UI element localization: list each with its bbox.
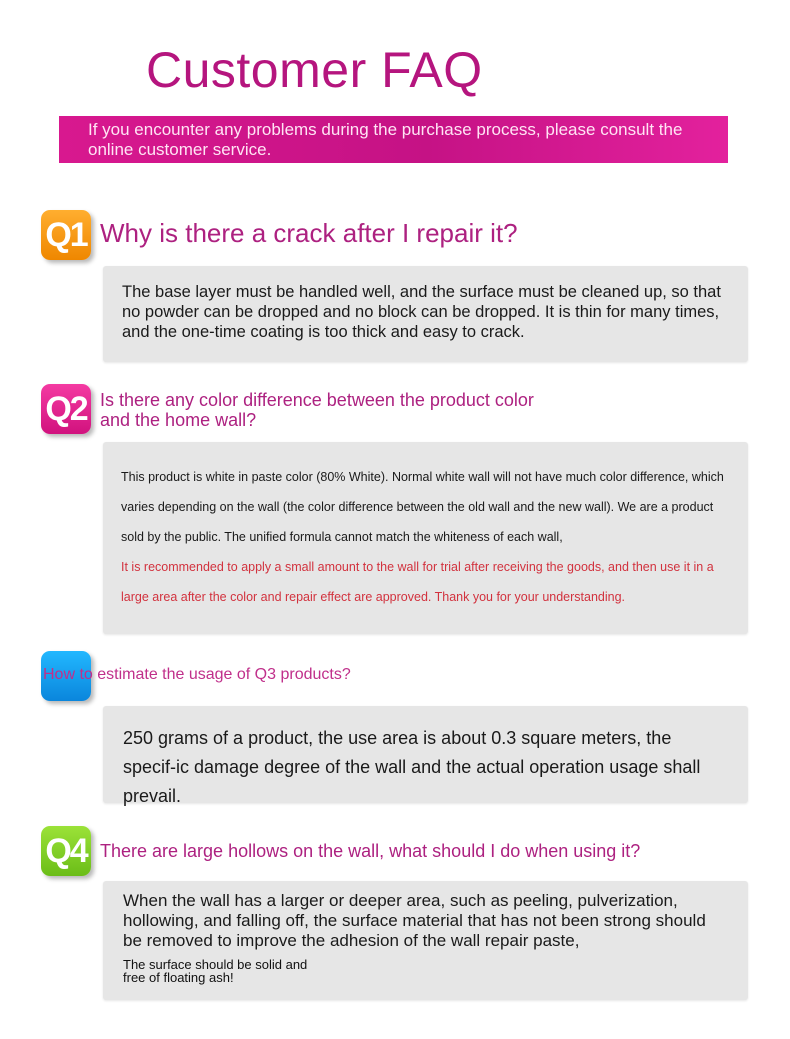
q1-badge-icon: Q1 [41, 210, 91, 260]
faq-answer-4-note-line-2: free of floating ash! [123, 970, 234, 985]
faq-answer-2-text: This product is white in paste color (80% White). Normal white wall will not have much color difference, which varies depending on the wall (the color difference between the old wall and the new wall). We are a product sold by the public. The unified formula cannot match the whiteness of each wall, [121, 470, 724, 544]
faq-question-4: There are large hollows on the wall, what should I do when using it? [100, 841, 641, 861]
faq-answer-2 [103, 442, 748, 634]
page-title: Customer FAQ [146, 42, 483, 98]
faq-answer-4-text: When the wall has a larger or deeper area, such as peeling, pulverization, hollowing, and falling off, the surface material that has not been strong should be removed to improve the adhesion of the wall repair paste, [123, 891, 706, 950]
q4-badge-icon: Q4 [41, 826, 91, 876]
faq-answer-4 [103, 881, 748, 1000]
service-banner: If you encounter any problems during the purchase process, please consult the online customer service. [59, 116, 728, 163]
faq-answer-3: 250 grams of a product, the use area is about 0.3 square meters, the specif-ic damage degree of the wall and the actual operation usage shall prevail. [103, 706, 748, 803]
q2-badge-icon: Q2 [41, 384, 91, 434]
faq-question-1: Why is there a crack after I repair it? [100, 218, 518, 248]
faq-answer-4-note-line-1: The surface should be solid and [123, 957, 308, 972]
faq-answer-2-highlight: It is recommended to apply a small amount to the wall for trial after receiving the goods, and then use it in a large area after the color and repair effect are approved. Thank you for your understanding. [121, 560, 714, 604]
faq-question-2: Is there any color difference between the product color and the home wall? [100, 390, 534, 430]
faq-answer-4-note [123, 958, 728, 984]
faq-question-3: How to estimate the usage of Q3 products? [43, 666, 351, 683]
faq-answer-1: The base layer must be handled well, and the surface must be cleaned up, so that no powder can be dropped and no block can be dropped. It is thin for many times, and the one-time coating is too thick and easy to crack. [103, 266, 748, 362]
